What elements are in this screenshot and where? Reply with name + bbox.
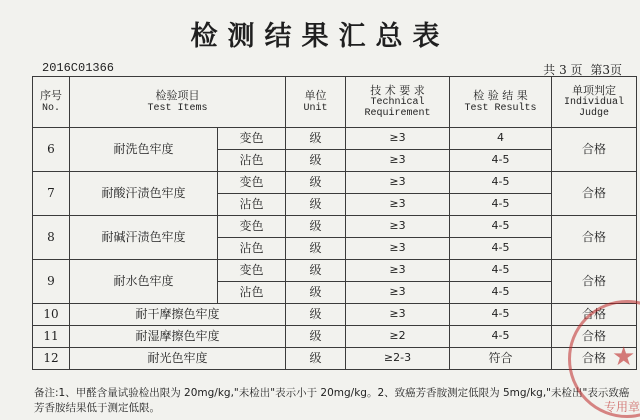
row-unit: 级 (286, 260, 346, 282)
table-row (33, 172, 637, 194)
row-requirement: ≥3 (346, 150, 450, 172)
row-unit: 级 (286, 238, 346, 260)
row-result: 4-5 (450, 172, 552, 194)
document-title: 检测结果汇总表 (190, 21, 450, 52)
row-subitem: 沾色 (218, 150, 286, 172)
row-item: 耐光色牢度 (70, 348, 286, 370)
table-row (33, 348, 637, 370)
seal-text: 专用章 (604, 400, 640, 414)
row-result: 4 (450, 128, 552, 150)
row-no: 11 (33, 326, 70, 348)
row-requirement: ≥3 (346, 194, 450, 216)
row-item: 耐湿摩擦色牢度 (70, 326, 286, 348)
col-unit: 单位 Unit (286, 77, 346, 128)
row-unit: 级 (286, 304, 346, 326)
row-requirement: ≥3 (346, 238, 450, 260)
row-no: 12 (33, 348, 70, 370)
row-result: 4-5 (450, 150, 552, 172)
row-judge: 合格 (552, 260, 637, 304)
table-row (33, 260, 637, 282)
row-item: 耐水色牢度 (70, 260, 218, 304)
row-judge: 合格 (552, 348, 637, 370)
row-no: 7 (33, 172, 70, 216)
row-requirement: ≥3 (346, 304, 450, 326)
col-results: 检 验 结 果 Test Results (450, 77, 552, 128)
row-judge: 合格 (552, 128, 637, 172)
table-row (33, 216, 637, 238)
table-row (33, 304, 637, 326)
row-result: 4-5 (450, 282, 552, 304)
row-judge: 合格 (552, 216, 637, 260)
row-result: 4-5 (450, 260, 552, 282)
footnote: 备注:1、甲醛含量试验检出限为 20mg/kg,"未检出"表示小于 20mg/kg。2、致癌芳香胺测定低限为 5mg/kg,"未检出"表示致癌芳香胺结果低于测定低限。 (34, 387, 630, 414)
results-table (32, 76, 637, 370)
row-unit: 级 (286, 128, 346, 150)
table-header-row (33, 77, 637, 128)
row-subitem: 沾色 (218, 238, 286, 260)
row-judge: 合格 (552, 304, 637, 326)
row-unit: 级 (286, 282, 346, 304)
row-result: 符合 (450, 348, 552, 370)
row-requirement: ≥3 (346, 128, 450, 150)
row-unit: 级 (286, 150, 346, 172)
row-subitem: 变色 (218, 260, 286, 282)
col-test-items: 检验项目 Test Items (70, 77, 286, 128)
col-judge: 单项判定 Individual Judge (552, 77, 637, 128)
row-item: 耐酸汗渍色牢度 (70, 172, 218, 216)
current-page: 第3页 (590, 63, 622, 77)
row-item: 耐碱汗渍色牢度 (70, 216, 218, 260)
row-judge: 合格 (552, 326, 637, 348)
row-unit: 级 (286, 326, 346, 348)
row-requirement: ≥3 (346, 282, 450, 304)
row-judge: 合格 (552, 172, 637, 216)
row-no: 10 (33, 304, 70, 326)
row-subitem: 变色 (218, 128, 286, 150)
row-unit: 级 (286, 216, 346, 238)
row-no: 8 (33, 216, 70, 260)
row-requirement: ≥2-3 (346, 348, 450, 370)
row-no: 6 (33, 128, 70, 172)
row-unit: 级 (286, 194, 346, 216)
seal-star-icon: ★ (612, 342, 636, 372)
row-item: 耐洗色牢度 (70, 128, 218, 172)
row-item: 耐干摩擦色牢度 (70, 304, 286, 326)
total-pages: 共 3 页 (543, 63, 583, 77)
col-no: 序号 No. (33, 77, 70, 128)
col-requirement: 技 术 要 求 Technical Requirement (346, 77, 450, 128)
row-result: 4-5 (450, 216, 552, 238)
row-subitem: 沾色 (218, 282, 286, 304)
row-requirement: ≥2 (346, 326, 450, 348)
row-subitem: 变色 (218, 216, 286, 238)
table-row (33, 128, 637, 150)
row-unit: 级 (286, 172, 346, 194)
row-subitem: 变色 (218, 172, 286, 194)
row-requirement: ≥3 (346, 216, 450, 238)
row-result: 4-5 (450, 326, 552, 348)
table-row (33, 326, 637, 348)
row-result: 4-5 (450, 194, 552, 216)
row-no: 9 (33, 260, 70, 304)
row-result: 4-5 (450, 304, 552, 326)
row-subitem: 沾色 (218, 194, 286, 216)
row-requirement: ≥3 (346, 260, 450, 282)
row-result: 4-5 (450, 238, 552, 260)
report-number: 2016C01366 (42, 61, 115, 75)
row-requirement: ≥3 (346, 172, 450, 194)
row-unit: 级 (286, 348, 346, 370)
